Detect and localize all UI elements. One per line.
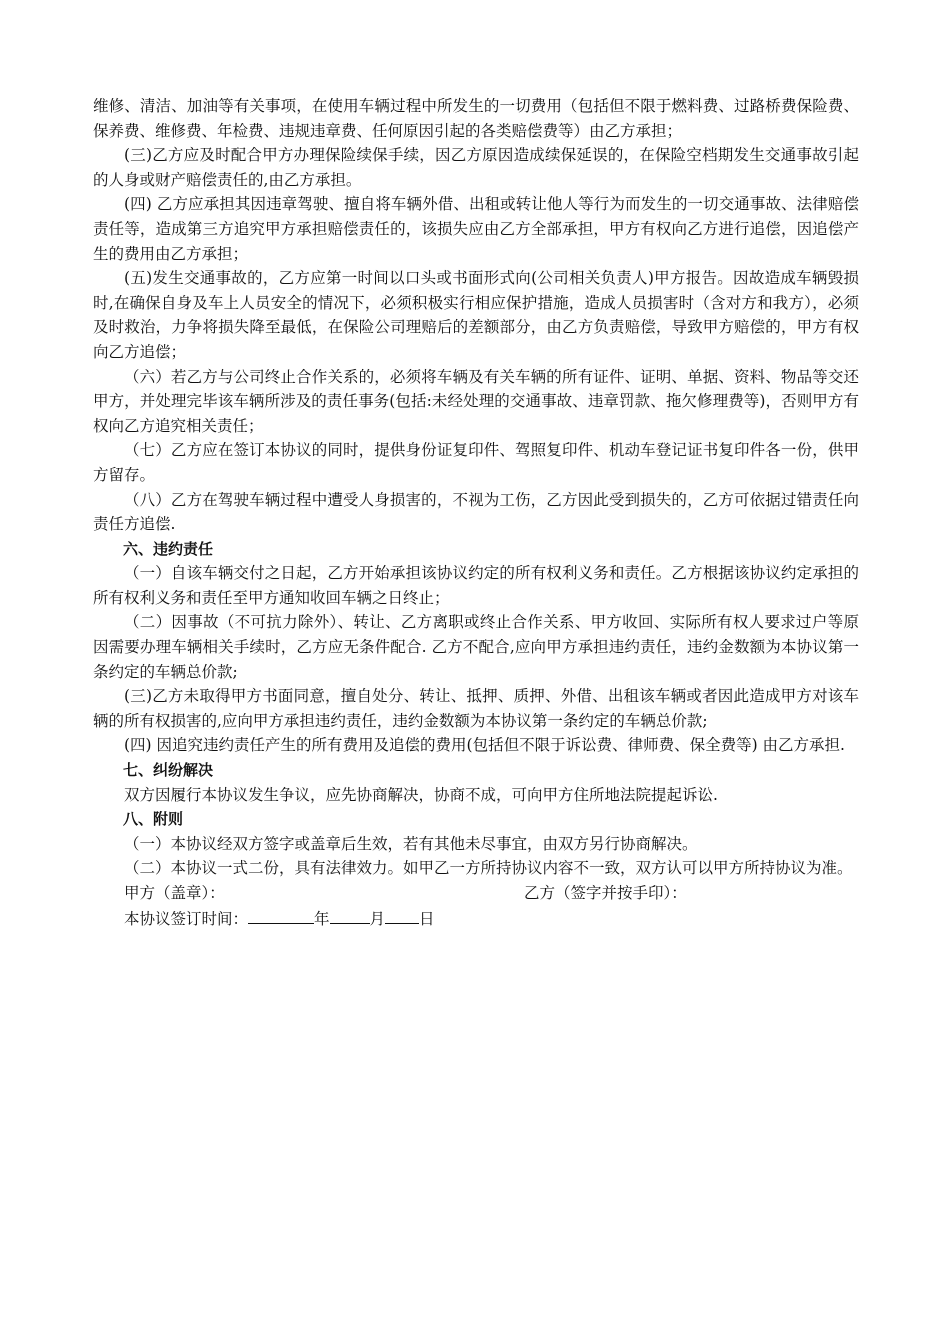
clause-6: （六）若乙方与公司终止合作关系的，必须将车辆及有关车辆的所有证件、证明、单据、资料、物品等交还甲方，并处理完毕该车辆所涉及的责任事务(包括:未经处理的交通事故、违章罚款、拖欠修理费等)，否则甲方有权向乙方追究相关责任； [93,367,859,435]
month-blank [330,906,370,924]
appendix-clause-2: （二）本协议一式二份，具有法律效力。如甲乙一方所持协议内容不一致，双方认可以甲方所持协议为准。 [124,859,853,878]
clause-8: （八）乙方在驾驶车辆过程中遭受人身损害的，不视为工伤，乙方因此受到损失的，乙方可依据过错责任向责任方追偿. [93,490,859,534]
signing-date-label: 本协议签订时间： [124,909,249,928]
breach-clause-1: （一）自该车辆交付之日起，乙方开始承担该协议约定的所有权利义务和责任。乙方根据该协议约定承担的所有权利义务和责任至甲方通知收回车辆之日终止； [93,564,859,607]
party-b-sign-label: 乙方（签字并按手印）： [524,884,687,902]
day-blank [385,906,419,924]
breach-clause-2: （二）因事故（不可抗力除外）、转让、乙方离职或终止合作关系、甲方收回、实际所有权人要求过户等原因需要办理车辆相关手续时，乙方应无条件配合. 乙方不配合,应向甲方承担违约责任，违约金数额为本协议第一条约定的车辆总价款; [93,613,859,681]
breach-clause-3: (三)乙方未取得甲方书面同意，擅自处分、转让、抵押、质押、外借、出租该车辆或者因此造成甲方对该车辆的所有权损害的,应向甲方承担违约责任，违约金数额为本协议第一条约定的车辆总价款; [93,687,859,730]
clause-7: （七）乙方应在签订本协议的同时，提供身份证复印件、驾照复印件、机动车登记证书复印件各一份，供甲方留存。 [93,441,859,484]
paragraph-continued: 维修、清洁、加油等有关事项，在使用车辆过程中所发生的一切费用（包括但不限于燃料费、过路桥费保险费、保养费、维修费、年检费、违规违章费、任何原因引起的各类赔偿费等）由乙方承担； [93,97,859,140]
section-heading-appendix: 八、附则 [123,810,184,829]
section-heading-dispute: 七、纠纷解决 [123,761,214,780]
signing-date-row [93,906,859,932]
party-a-seal-label: 甲方（盖章）： [124,884,225,902]
clause-5: (五)发生交通事故的，乙方应第一时间以口头或书面形式向(公司相关负责人)甲方报告。因故造成车辆毁损时,在确保自身及车上人员安全的情况下，必须积极实行相应保护措施，造成人员损害时（含对方和我方），必须及时救治，力争将损失降至最低，在保险公司理赔后的差额部分，由乙方负责赔偿，导致甲方赔偿的，甲方有权向乙方追偿； [93,269,859,361]
breach-clause-4: (四) 因追究违约责任产生的所有费用及追偿的费用(包括但不限于诉讼费、律师费、保全费等) 由乙方承担. [124,736,845,755]
appendix-clause-1: （一）本协议经双方签字或盖章后生效，若有其他未尽事宜，由双方另行协商解决。 [124,834,698,853]
dispute-clause: 双方因履行本协议发生争议，应先协商解决，协商不成，可向甲方住所地法院提起诉讼. [124,785,718,804]
day-label: 日 [419,909,435,928]
clause-4: (四) 乙方应承担其因违章驾驶、擅自将车辆外借、出租或转让他人等行为而发生的一切交通事故、法律赔偿责任等，造成第三方追究甲方承担赔偿责任的，该损失应由乙方全部承担，甲方有权向乙方进行追偿，因追偿产生的费用由乙方承担； [93,195,859,263]
signature-row [93,881,859,906]
year-blank [248,906,314,924]
year-label: 年 [314,909,330,928]
clause-3: (三)乙方应及时配合甲方办理保险续保手续，因乙方原因造成续保延误的，在保险空档期发生交通事故引起的人身或财产赔偿责任的,由乙方承担。 [93,146,859,189]
section-heading-breach: 六、违约责任 [123,539,214,558]
month-label: 月 [369,909,386,928]
contract-page [93,94,859,931]
